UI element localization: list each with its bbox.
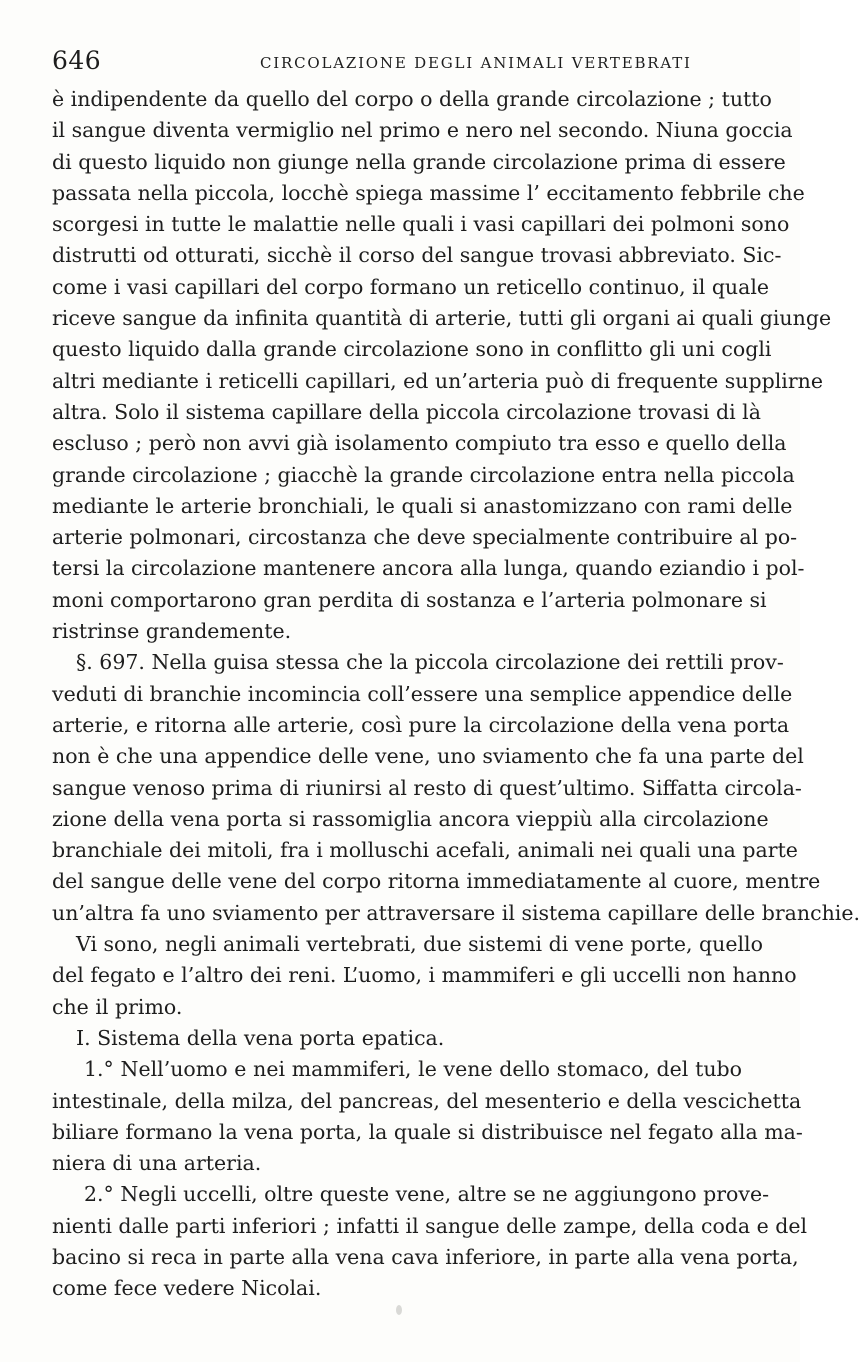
text-line: come fece vedere Nicolai. — [52, 1276, 322, 1301]
running-header — [52, 44, 742, 78]
text-line: biliare formano la vena porta, la quale si distribuisce nel fegato alla ma- — [52, 1119, 803, 1144]
text-line: mediante le arterie bronchiali, le quali si anastomizzano con rami delle — [52, 493, 793, 518]
page-number: 646 — [52, 46, 102, 75]
running-title: CIRCOLAZIONE DEGLI ANIMALI VERTEBRATI — [260, 54, 692, 72]
text-line: Vi sono, negli animali vertebrati, due sistemi di vene porte, quello — [76, 932, 763, 957]
text-line: passata nella piccola, locchè spiega massime l’ eccitamento febbrile che — [52, 180, 805, 205]
text-line: non è che una appendice delle vene, uno sviamento che fa una parte del — [52, 744, 804, 769]
section-heading-line: §. 697. Nella guisa stessa che la piccola circolazione dei rettili prov- — [76, 650, 784, 675]
text-line: sangue venoso prima di riunirsi al resto di quest’ultimo. Siffatta circola- — [52, 775, 802, 800]
text-line: questo liquido dalla grande circolazione sono in conflitto gli uni cogli — [52, 337, 772, 362]
text-line: come i vasi capillari del corpo formano un reticello continuo, il quale — [52, 274, 770, 299]
text-line: bacino si reca in parte alla vena cava inferiore, in parte alla vena porta, — [52, 1244, 799, 1269]
text-line: arterie, e ritorna alle arterie, così pure la circolazione della vena porta — [52, 712, 790, 737]
text-line: scorgesi in tutte le malattie nelle quali i vasi capillari dei polmoni sono — [52, 212, 790, 237]
text-line: del fegato e l’altro dei reni. L’uomo, i mammiferi e gli uccelli non hanno — [52, 963, 797, 988]
text-line: il sangue diventa vermiglio nel primo e nero nel secondo. Niuna goccia — [52, 118, 793, 143]
text-line: distrutti od otturati, sicchè il corso del sangue trovasi abbreviato. Sic- — [52, 243, 782, 268]
text-line: altra. Solo il sistema capillare della piccola circolazione trovasi di là — [52, 399, 761, 424]
body-text — [52, 84, 860, 1305]
text-line: escluso ; però non avvi già isolamento compiuto tra esso e quello della — [52, 431, 787, 456]
text-line: grande circolazione ; giacchè la grande circolazione entra nella piccola — [52, 462, 795, 487]
text-line: intestinale, della milza, del pancreas, del mesenterio e della vescichetta — [52, 1088, 802, 1113]
text-line: altri mediante i reticelli capillari, ed un’arteria può di frequente supplirne — [52, 368, 823, 393]
text-line: tersi la circolazione mantenere ancora alla lunga, quando eziandio i pol- — [52, 556, 805, 581]
text-line: 2.° Negli uccelli, oltre queste vene, altre se ne aggiungono prove- — [84, 1182, 770, 1207]
text-line: arterie polmonari, circostanza che deve specialmente contribuire al po- — [52, 525, 798, 550]
text-line: 1.° Nell’uomo e nei mammiferi, le vene dello stomaco, del tubo — [84, 1057, 742, 1082]
text-line: riceve sangue da infinita quantità di arterie, tutti gli organi ai quali giunge — [52, 306, 832, 331]
text-line: niera di una arteria. — [52, 1151, 262, 1176]
text-line: è indipendente da quello del corpo o della grande circolazione ; tutto — [52, 87, 772, 111]
text-line: del sangue delle vene del corpo ritorna immediatamente al cuore, mentre — [52, 869, 821, 894]
text-line: di questo liquido non giunge nella grande circolazione prima di essere — [52, 149, 786, 174]
subsection-title: I. Sistema della vena porta epatica. — [76, 1025, 445, 1050]
text-line: veduti di branchie incomincia coll’essere una semplice appendice delle — [52, 681, 793, 706]
text-line: moni comportarono gran perdita di sostanza e l’arteria polmonare si — [52, 587, 767, 612]
text-line: che il primo. — [52, 994, 183, 1019]
text-line: branchiale dei mitoli, fra i molluschi acefali, animali nei quali una parte — [52, 838, 798, 863]
paper-stain — [396, 1305, 402, 1315]
text-line: un’altra fa uno sviamento per attraversare il sistema capillare delle branchie. — [52, 900, 860, 925]
text-line: ristrinse grandemente. — [52, 619, 292, 644]
text-line: nienti dalle parti inferiori ; infatti il sangue delle zampe, della coda e del — [52, 1213, 808, 1238]
text-line: zione della vena porta si rassomiglia ancora vieppiù alla circolazione — [52, 806, 769, 831]
